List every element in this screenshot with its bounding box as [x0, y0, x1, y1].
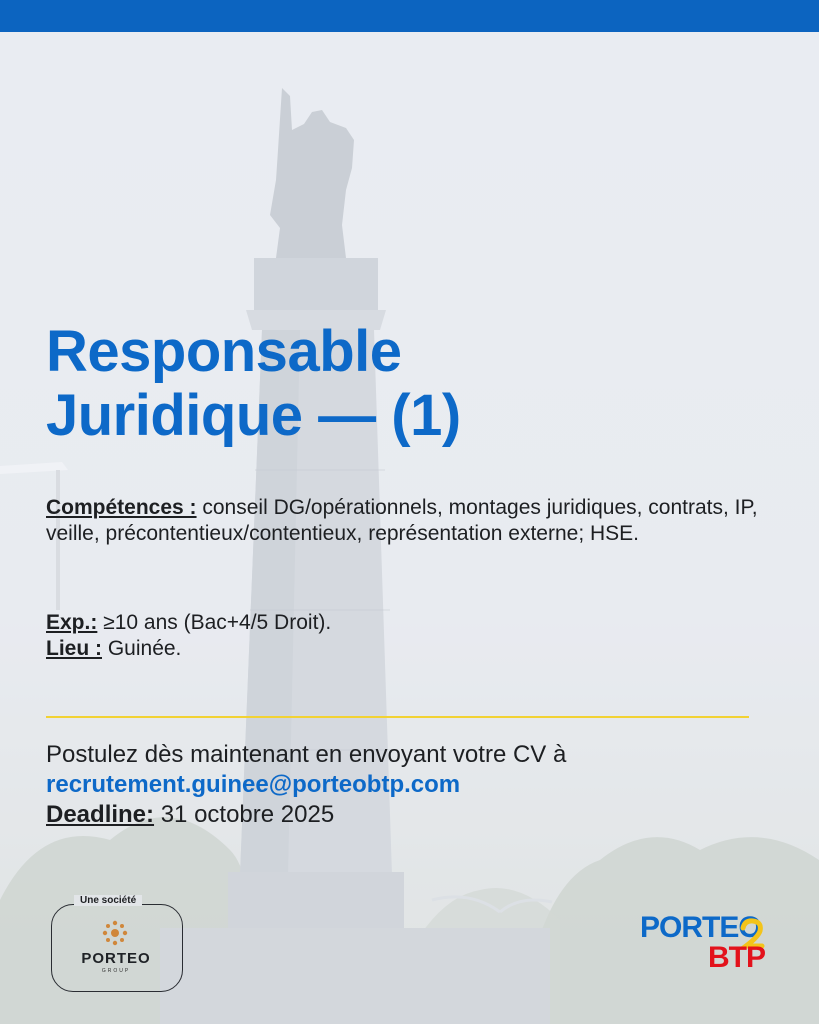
location-line [46, 636, 776, 662]
experience-label: Exp.: [46, 611, 98, 634]
experience-line [46, 610, 776, 636]
skills-paragraph [46, 495, 776, 547]
job-title [46, 320, 766, 448]
group-tagline: Une société [74, 895, 142, 906]
apply-email-link[interactable]: recrutement.guinee@porteobtp.com [46, 771, 461, 798]
apply-instruction: Postulez dès maintenant en envoyant votre CV à [46, 741, 567, 768]
deadline-label: Deadline: [46, 801, 155, 828]
porteo-group-badge [51, 904, 183, 992]
deadline-date: 31 octobre 2025 [154, 801, 335, 828]
deadline-line [46, 800, 786, 830]
brand-logo-bottom: BTP [708, 941, 765, 974]
group-name: PORTEO [81, 950, 151, 967]
porteo-group-emblem-icon [99, 920, 131, 946]
brand-logo-top: PORTEO [640, 911, 761, 944]
group-subname: GROUP [101, 968, 131, 974]
job-title-line-1: Responsable [46, 319, 402, 384]
skills-text: conseil DG/opérationnels, montages juridiques, contrats, IP, veille, précontentieux/contentieux, représentation externe; HSE. [46, 496, 758, 545]
skills-label: Compétences : [46, 496, 197, 519]
section-divider [46, 716, 749, 718]
job-title-line-2: Juridique — (1) [46, 383, 461, 448]
top-bar [0, 0, 819, 32]
location-text: Guinée. [102, 637, 182, 660]
experience-text: ≥10 ans (Bac+4/5 Droit). [97, 611, 332, 634]
location-label: Lieu : [46, 637, 102, 660]
